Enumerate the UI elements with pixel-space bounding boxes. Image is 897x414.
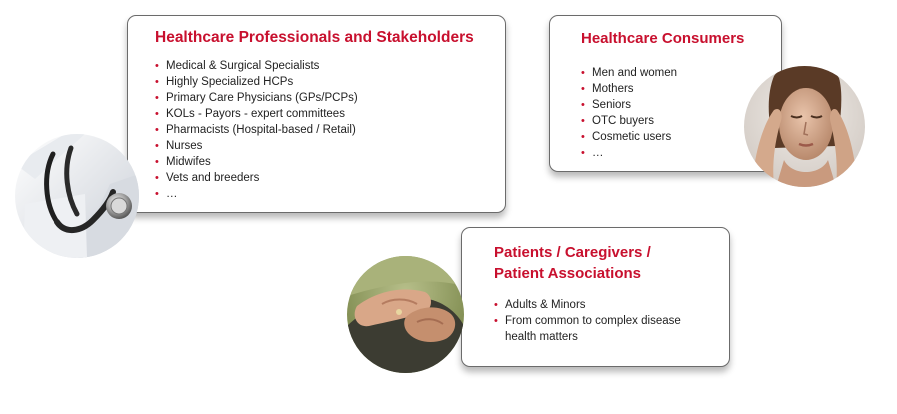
bullet-icon: •	[155, 156, 159, 168]
bullet-icon: •	[494, 299, 498, 311]
list-item-label: Primary Care Physicians (GPs/PCPs)	[166, 92, 358, 104]
list-item	[155, 186, 505, 202]
list-item-label: Midwifes	[166, 156, 211, 168]
list-item-label: …	[592, 147, 604, 159]
patients-title-line1: Patients / Caregivers /	[494, 244, 651, 261]
list-item	[155, 106, 505, 122]
list-item	[155, 138, 505, 154]
list-item-label: …	[166, 188, 178, 200]
bullet-icon: •	[155, 108, 159, 120]
bullet-icon: •	[581, 147, 585, 159]
list-item-label: Cosmetic users	[592, 131, 672, 143]
bullet-icon: •	[581, 83, 585, 95]
list-item-label: From common to complex disease health matters	[505, 315, 681, 343]
healthcare-consumers-title: Healthcare Consumers	[581, 30, 745, 47]
list-item	[494, 297, 729, 313]
patients-title-line2: Patient Associations	[494, 265, 641, 282]
patients-list	[494, 297, 729, 345]
list-item-label: OTC buyers	[592, 115, 654, 127]
list-item	[581, 65, 781, 81]
healthcare-consumers-card	[549, 15, 782, 172]
healthcare-professionals-title: Healthcare Professionals and Stakeholders	[155, 29, 474, 46]
bullet-icon: •	[494, 315, 498, 327]
list-item-label: Nurses	[166, 140, 203, 152]
list-item	[155, 90, 505, 106]
bullet-icon: •	[155, 92, 159, 104]
list-item-label: Highly Specialized HCPs	[166, 76, 294, 88]
bullet-icon: •	[581, 115, 585, 127]
list-item-label: Medical & Surgical Specialists	[166, 60, 320, 72]
healthcare-professionals-card	[127, 15, 506, 213]
list-item	[155, 122, 505, 138]
bullet-icon: •	[155, 76, 159, 88]
stethoscope-photo-icon	[15, 134, 139, 258]
woman-with-headache-photo-icon	[744, 66, 865, 187]
patients-card	[461, 227, 730, 367]
bullet-icon: •	[155, 172, 159, 184]
bullet-icon: •	[581, 99, 585, 111]
bullet-icon: •	[155, 140, 159, 152]
bullet-icon: •	[155, 60, 159, 72]
list-item-label: Vets and breeders	[166, 172, 260, 184]
healthcare-professionals-list	[155, 58, 505, 202]
bullet-icon: •	[581, 67, 585, 79]
list-item	[581, 81, 781, 97]
bullet-icon: •	[155, 124, 159, 136]
list-item-label: Men and women	[592, 67, 678, 79]
list-item-label: Mothers	[592, 83, 634, 95]
list-item	[155, 58, 505, 74]
bullet-icon: •	[155, 188, 159, 200]
list-item-label: KOLs - Payors - expert committees	[166, 108, 345, 120]
list-item	[494, 313, 704, 345]
list-item	[155, 170, 505, 186]
bullet-icon: •	[581, 131, 585, 143]
holding-hands-photo-icon	[347, 256, 464, 373]
list-item	[155, 74, 505, 90]
list-item-label: Seniors	[592, 99, 631, 111]
list-item-label: Adults & Minors	[505, 299, 586, 311]
list-item-label: Pharmacists (Hospital-based / Retail)	[166, 124, 356, 136]
list-item	[155, 154, 505, 170]
